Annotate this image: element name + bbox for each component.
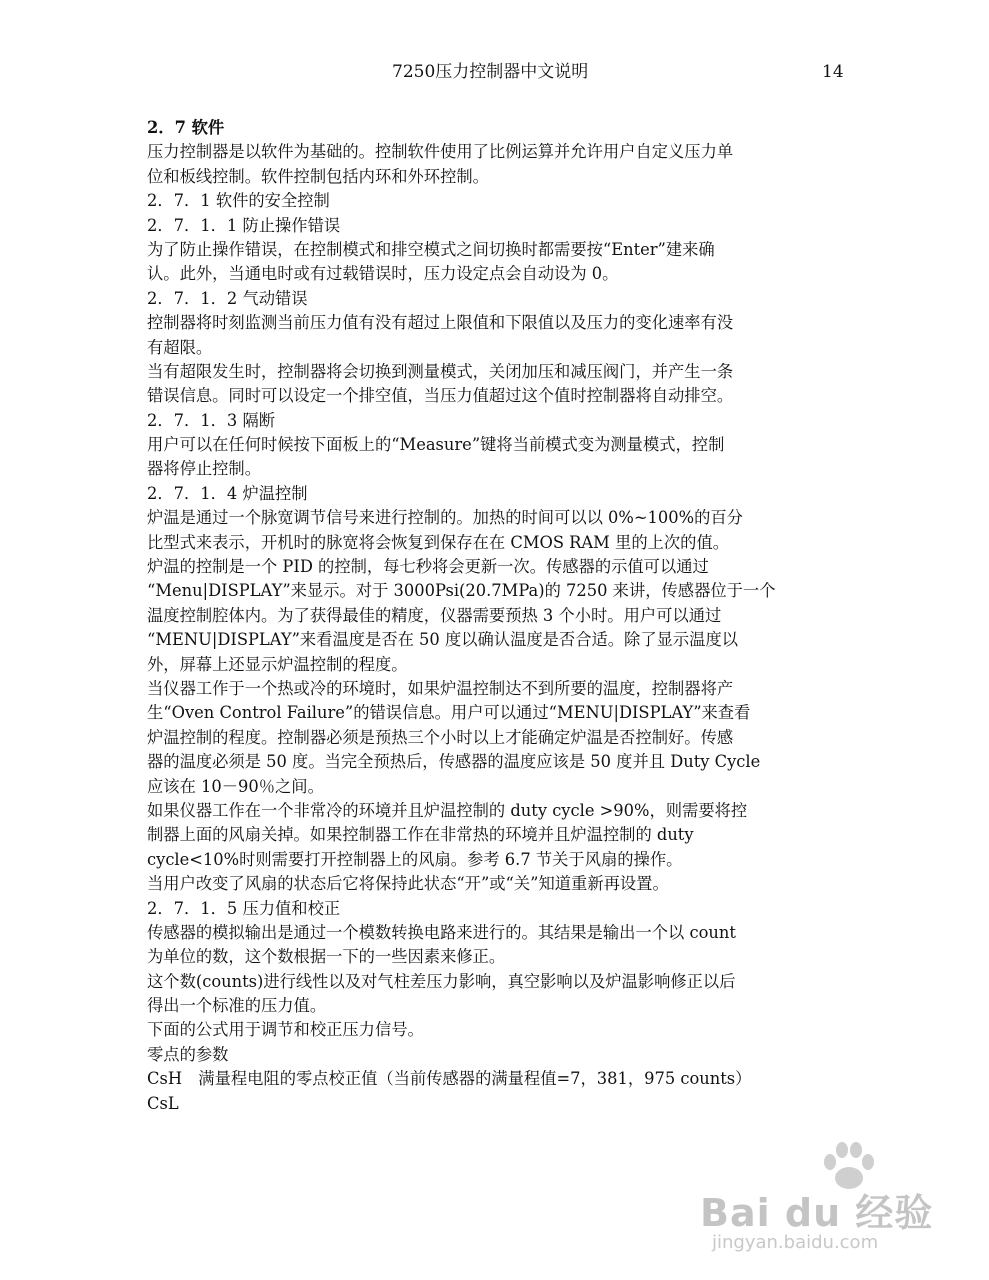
page-header — [0, 58, 989, 86]
subsection-heading: 2．7．1．3 隔断 — [147, 410, 276, 430]
text-line: 炉温是通过一个脉宽调节信号来进行控制的。加热的时间可以以 0%~100%的百分 — [147, 508, 743, 528]
text-line: 错误信息。同时可以设定一个排空值，当压力值超过这个值时控制器将自动排空。 — [147, 386, 734, 406]
text-line: 外，屏幕上还显示炉温控制的程度。 — [147, 654, 408, 674]
baidu-watermark — [700, 1140, 960, 1260]
text-line: 有超限。 — [147, 337, 213, 357]
text-line: 压力控制器是以软件为基础的。控制软件使用了比例运算并允许用户自定义压力单 — [147, 142, 734, 162]
document-body — [147, 116, 847, 1116]
text-line: 器的温度必须是 50 度。当完全预热后，传感器的温度应该是 50 度并且 Duty Cycle — [147, 752, 761, 772]
text-line: 炉温的控制是一个 PID 的控制，每七秒将会更新一次。传感器的示值可以通过 — [147, 557, 709, 577]
subsection-heading: 2．7．1．1 防止操作错误 — [147, 215, 341, 235]
text-line: CsH 满量程电阻的零点校正值（当前传感器的满量程值=7，381，975 counts） — [147, 1069, 752, 1089]
text-line: 零点的参数 — [147, 1044, 229, 1064]
text-line: “Menu|DISPLAY”来显示。对于 3000Psi(20.7MPa)的 7250 来讲，传感器位于一个 — [147, 581, 776, 601]
text-line: 当仪器工作于一个热或冷的环境时，如果炉温控制达不到所要的温度，控制器将产 — [147, 678, 734, 698]
text-line: 传感器的模拟输出是通过一个模数转换电路来进行的。其结果是输出一个以 count — [147, 922, 736, 942]
text-line: 当有超限发生时，控制器将会切换到测量模式，关闭加压和减压阀门，并产生一条 — [147, 361, 734, 381]
subsection-heading: 2．7．1．5 压力值和校正 — [147, 898, 341, 918]
text-line: 当用户改变了风扇的状态后它将保持此状态“开”或“关”知道重新再设置。 — [147, 874, 669, 894]
subsection-heading: 2．7．1．4 炉温控制 — [147, 483, 308, 503]
text-line: 这个数(counts)进行线性以及对气柱差压力影响，真空影响以及炉温影响修正以后 — [147, 971, 736, 991]
subsection-heading: 2．7．1 软件的安全控制 — [147, 191, 330, 211]
text-line: 认。此外，当通电时或有过载错误时，压力设定点会自动设为 0。 — [147, 264, 619, 284]
text-line: 下面的公式用于调节和校正压力信号。 — [147, 1020, 424, 1040]
text-line: 控制器将时刻监测当前压力值有没有超过上限值和下限值以及压力的变化速率有没 — [147, 313, 734, 333]
header-title: 7250压力控制器中文说明 — [392, 62, 589, 82]
text-line: 温度控制腔体内。为了获得最佳的精度，仪器需要预热 3 个小时。用户可以通过 — [147, 605, 722, 625]
text-line: 位和板线控制。软件控制包括内环和外环控制。 — [147, 166, 489, 186]
text-line: 比型式来表示，开机时的脉宽将会恢复到保存在在 CMOS RAM 里的上次的值。 — [147, 532, 730, 552]
watermark-url: jingyan.baidu.com — [712, 1232, 879, 1253]
text-line: CsL — [147, 1093, 179, 1113]
page-number: 14 — [822, 62, 844, 82]
subsection-heading: 2．7．1．2 气动错误 — [147, 288, 308, 308]
section-heading: 2．7 软件 — [147, 118, 225, 137]
text-line: 炉温控制的程度。控制器必须是预热三个小时以上才能确定炉温是否控制好。传感 — [147, 727, 734, 747]
text-line: cycle<10%时则需要打开控制器上的风扇。参考 6.7 节关于风扇的操作。 — [147, 849, 683, 869]
text-line: 用户可以在任何时候按下面板上的“Measure”键将当前模式变为测量模式，控制 — [147, 435, 725, 455]
text-line: 器将停止控制。 — [147, 459, 261, 479]
text-line: “MENU|DISPLAY”来看温度是否在 50 度以确认温度是否合适。除了显示温度以 — [147, 630, 739, 650]
text-line: 如果仪器工作在一个非常冷的环境并且炉温控制的 duty cycle >90%，则需要将控 — [147, 800, 748, 820]
text-line: 生“Oven Control Failure”的错误信息。用户可以通过“MENU|DISPLAY”来查看 — [147, 703, 751, 723]
text-line: 应该在 10－90％之间。 — [147, 776, 324, 796]
text-line: 得出一个标准的压力值。 — [147, 996, 327, 1016]
text-line: 制器上面的风扇关掉。如果控制器工作在非常热的环境并且炉温控制的 duty — [147, 825, 694, 845]
text-line: 为了防止操作错误，在控制模式和排空模式之间切换时都需要按“Enter”建来确 — [147, 239, 715, 259]
text-line: 为单位的数，这个数根据一下的一些因素来修正。 — [147, 947, 506, 967]
watermark-logo: Bai du 经验 — [700, 1191, 934, 1235]
